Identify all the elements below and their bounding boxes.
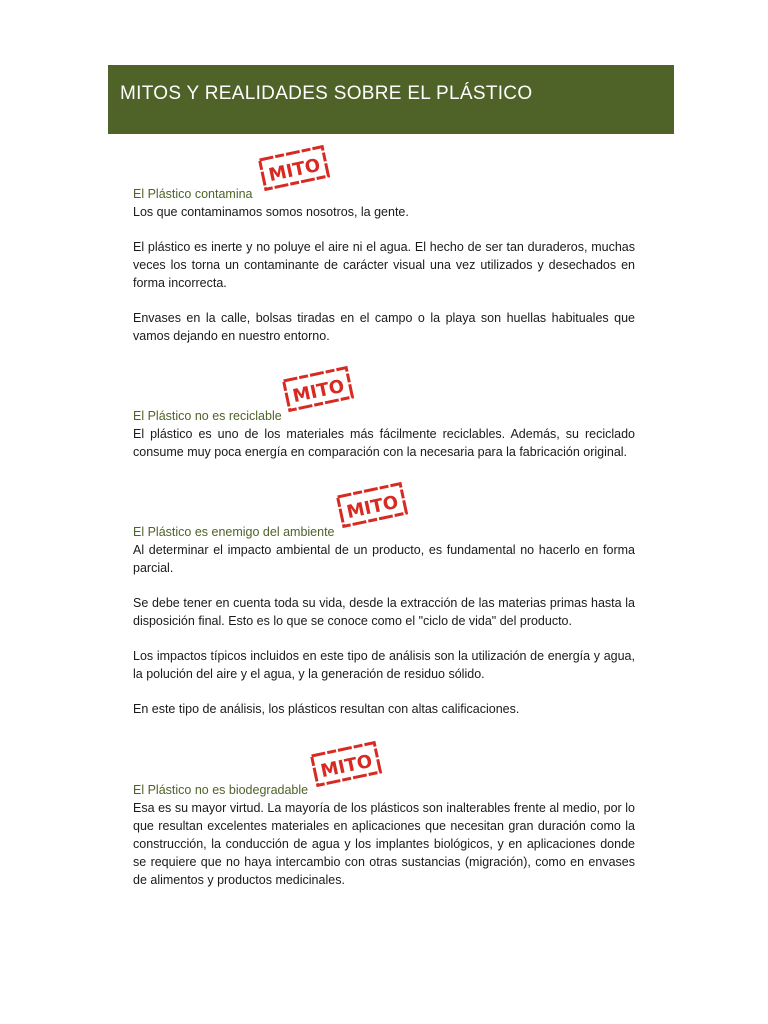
svg-text:MITO: MITO: [318, 750, 375, 783]
paragraph: Esa es su mayor virtud. La mayoría de los plásticos son inalterables frente al medio, por lo que resultan excelentes materiales en aplicaciones que necesitan gran duración como la construcción, la conducción de agua y los implantes biológicos, y en aplicaciones donde se requiere que no haya intercambio con otras sustancias (migración), como en envases de alimentos y productos medicinales.: [133, 801, 635, 887]
section-contamina: [133, 186, 635, 345]
paragraph: Los impactos típicos incluidos en este tipo de análisis son la utilización de energía y agua, la polución del aire y el agua, y la generación de residuo sólido.: [133, 649, 635, 681]
paragraph: Se debe tener en cuenta toda su vida, desde la extracción de las materias primas hasta la disposición final. Esto es lo que se conoce como el "ciclo de vida" del producto.: [133, 596, 635, 628]
paragraph: El plástico es inerte y no poluye el aire ni el agua. El hecho de ser tan duraderos, muchas veces los torna un contaminante de carácter visual una vez utilizados y desechados en forma incorrecta.: [133, 240, 635, 290]
paragraph: Al determinar el impacto ambiental de un producto, es fundamental no hacerlo en forma parcial.: [133, 543, 635, 575]
section-biodegradable: [133, 782, 635, 889]
svg-text:MITO: MITO: [290, 375, 347, 408]
section-heading: El Plástico no es reciclable: [133, 409, 282, 423]
section-heading: El Plástico es enemigo del ambiente: [133, 525, 335, 539]
page-title: MITOS Y REALIDADES SOBRE EL PLÁSTICO: [120, 82, 533, 104]
paragraph: El plástico es uno de los materiales más fácilmente reciclables. Además, su reciclado consume muy poca energía en comparación con la necesaria para la fabricación original.: [133, 427, 635, 459]
section-ambiente: [133, 524, 635, 718]
paragraph: Los que contaminamos somos nosotros, la gente.: [133, 205, 409, 219]
paragraph: En este tipo de análisis, los plásticos resultan con altas calificaciones.: [133, 702, 520, 716]
svg-text:MITO: MITO: [266, 154, 323, 187]
section-heading: El Plástico contamina: [133, 187, 253, 201]
title-banner: [108, 65, 674, 134]
svg-text:MITO: MITO: [344, 491, 401, 524]
paragraph: Envases en la calle, bolsas tiradas en el campo o la playa son huellas habituales que vamos dejando en nuestro entorno.: [133, 311, 635, 343]
section-reciclable: [133, 408, 635, 461]
section-heading: El Plástico no es biodegradable: [133, 783, 309, 797]
